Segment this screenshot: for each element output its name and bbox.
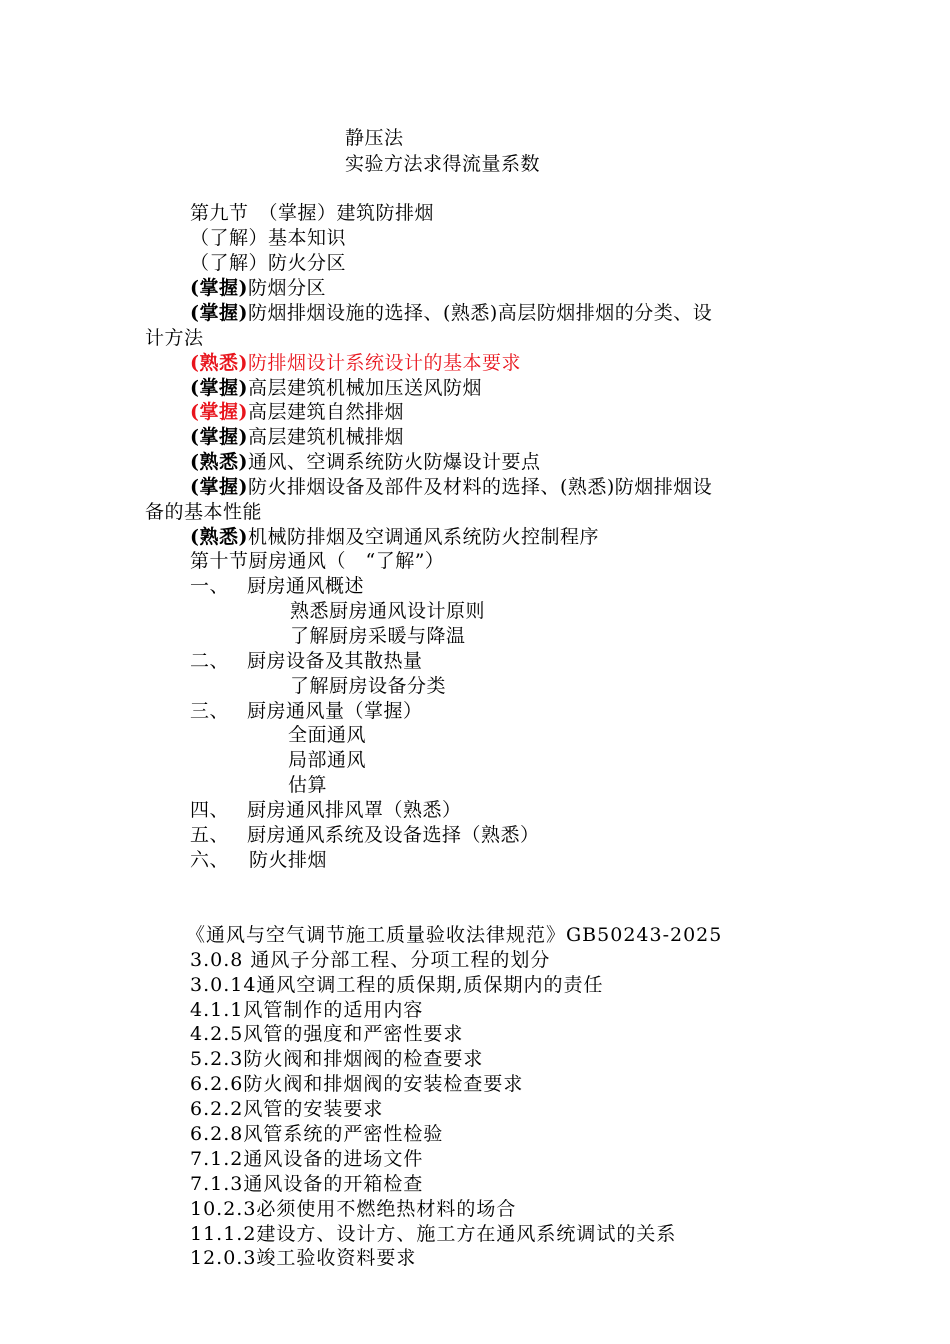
- level-tag: (掌握): [190, 401, 248, 423]
- section9-item-4: [190, 301, 712, 325]
- level-tag: (熟悉): [190, 526, 248, 548]
- section10-part-1: [190, 574, 364, 598]
- level-tag: (掌握): [190, 377, 248, 399]
- item-text: 机械防排烟及空调通风系统防火控制程序: [247, 526, 599, 548]
- section10-part-4: [190, 798, 462, 822]
- part-number: 六、: [190, 849, 230, 871]
- part-number: 一、: [190, 575, 230, 597]
- item-text: 防烟分区: [247, 277, 326, 299]
- section10-part-3-sub-2: 局部通风: [288, 749, 367, 771]
- standard-clause-11: 10.2.3必须使用不燃绝热材料的场合: [190, 1198, 517, 1220]
- section9-item-6: [190, 376, 482, 400]
- section10-title: 第十节厨房通风（ “了解”）: [190, 550, 445, 572]
- part-number: 三、: [190, 700, 230, 722]
- part-title: 厨房通风排风罩（熟悉）: [247, 799, 462, 821]
- level-tag: (掌握): [190, 277, 248, 299]
- section9-item-5: [190, 351, 521, 375]
- standard-clause-9: 7.1.2通风设备的进场文件: [190, 1148, 424, 1170]
- standard-clause-3: 4.1.1风管制作的适用内容: [190, 999, 424, 1021]
- item-text: 防排烟设计系统设计的基本要求: [247, 352, 521, 374]
- part-title: 厨房通风系统及设备选择（熟悉）: [247, 824, 540, 846]
- level-tag: (熟悉): [190, 352, 248, 374]
- standard-clause-8: 6.2.8风管系统的严密性检验: [190, 1123, 444, 1145]
- section9-item-1: [190, 226, 346, 250]
- level-tag: (熟悉): [190, 451, 248, 473]
- section9-item-3: [190, 276, 326, 300]
- part-title: 防火排烟: [249, 849, 328, 871]
- standard-clause-2: 3.0.14通风空调工程的质保期,质保期内的责任: [190, 974, 604, 996]
- item-text: 防烟排烟设施的选择、(熟悉)高层防烟排烟的分类、设: [247, 302, 713, 324]
- part-title: 厨房通风量（掌握）: [247, 700, 423, 722]
- standard-clause-5: 5.2.3防火阀和排烟阀的检查要求: [190, 1048, 484, 1070]
- item-text: 高层建筑机械加压送风防烟: [247, 377, 482, 399]
- top-line-1: 静压法: [345, 127, 404, 149]
- section9-item-8: [190, 425, 404, 449]
- item-text: （了解）防火分区: [190, 252, 347, 274]
- part-number: 五、: [190, 824, 230, 846]
- section10-part-2-sub-1: 了解厨房设备分类: [290, 675, 447, 697]
- section10-part-2: [190, 649, 423, 673]
- section10-part-5: [190, 823, 540, 847]
- section10-part-3-sub-1: 全面通风: [288, 724, 367, 746]
- part-number: 四、: [190, 799, 230, 821]
- level-tag: (掌握): [190, 476, 248, 498]
- standard-clause-7: 6.2.2风管的安装要求: [190, 1098, 384, 1120]
- standard-clause-10: 7.1.3通风设备的开箱检查: [190, 1173, 424, 1195]
- standard-title: 《通风与空气调节施工质量验收法律规范》GB50243-2025: [186, 924, 723, 946]
- standard-clause-12: 11.1.2建设方、设计方、施工方在通风系统调试的关系: [190, 1223, 677, 1245]
- section10-part-6: [190, 848, 327, 872]
- item-text: 高层建筑机械排烟: [247, 426, 404, 448]
- section9-item-2: [190, 251, 346, 275]
- section9-item-7: [190, 400, 404, 424]
- section10-part-3: [190, 699, 423, 723]
- level-tag: (掌握): [190, 302, 248, 324]
- item-text: 通风、空调系统防火防爆设计要点: [247, 451, 541, 473]
- top-line-2: 实验方法求得流量系数: [345, 153, 541, 175]
- section9-item-9: [190, 450, 541, 474]
- item-text: 防火排烟设备及部件及材料的选择、(熟悉)防烟排烟设: [247, 476, 713, 498]
- part-title: 厨房设备及其散热量: [247, 650, 423, 672]
- section9-item-4-continuation: 计方法: [145, 327, 204, 349]
- section10-part-1-sub-1: 熟悉厨房通风设计原则: [290, 600, 486, 622]
- standard-clause-13: 12.0.3竣工验收资料要求: [190, 1247, 417, 1269]
- section9-item-10: [190, 475, 712, 499]
- section10-part-1-sub-2: 了解厨房采暖与降温: [290, 625, 466, 647]
- part-title: 厨房通风概述: [247, 575, 365, 597]
- standard-clause-4: 4.2.5风管的强度和严密性要求: [190, 1023, 464, 1045]
- section9-item-11: [190, 525, 599, 549]
- standard-clause-1: 3.0.8 通风子分部工程、分项工程的划分: [190, 949, 551, 971]
- section9-title: 第九节 （掌握）建筑防排烟: [190, 202, 435, 224]
- section10-part-3-sub-3: 估算: [288, 774, 328, 796]
- part-number: 二、: [190, 650, 230, 672]
- item-text: 高层建筑自然排烟: [247, 401, 404, 423]
- section9-item-10-continuation: 备的基本性能: [145, 501, 263, 523]
- item-text: （了解）基本知识: [190, 227, 347, 249]
- standard-clause-6: 6.2.6防火阀和排烟阀的安装检查要求: [190, 1073, 524, 1095]
- level-tag: (掌握): [190, 426, 248, 448]
